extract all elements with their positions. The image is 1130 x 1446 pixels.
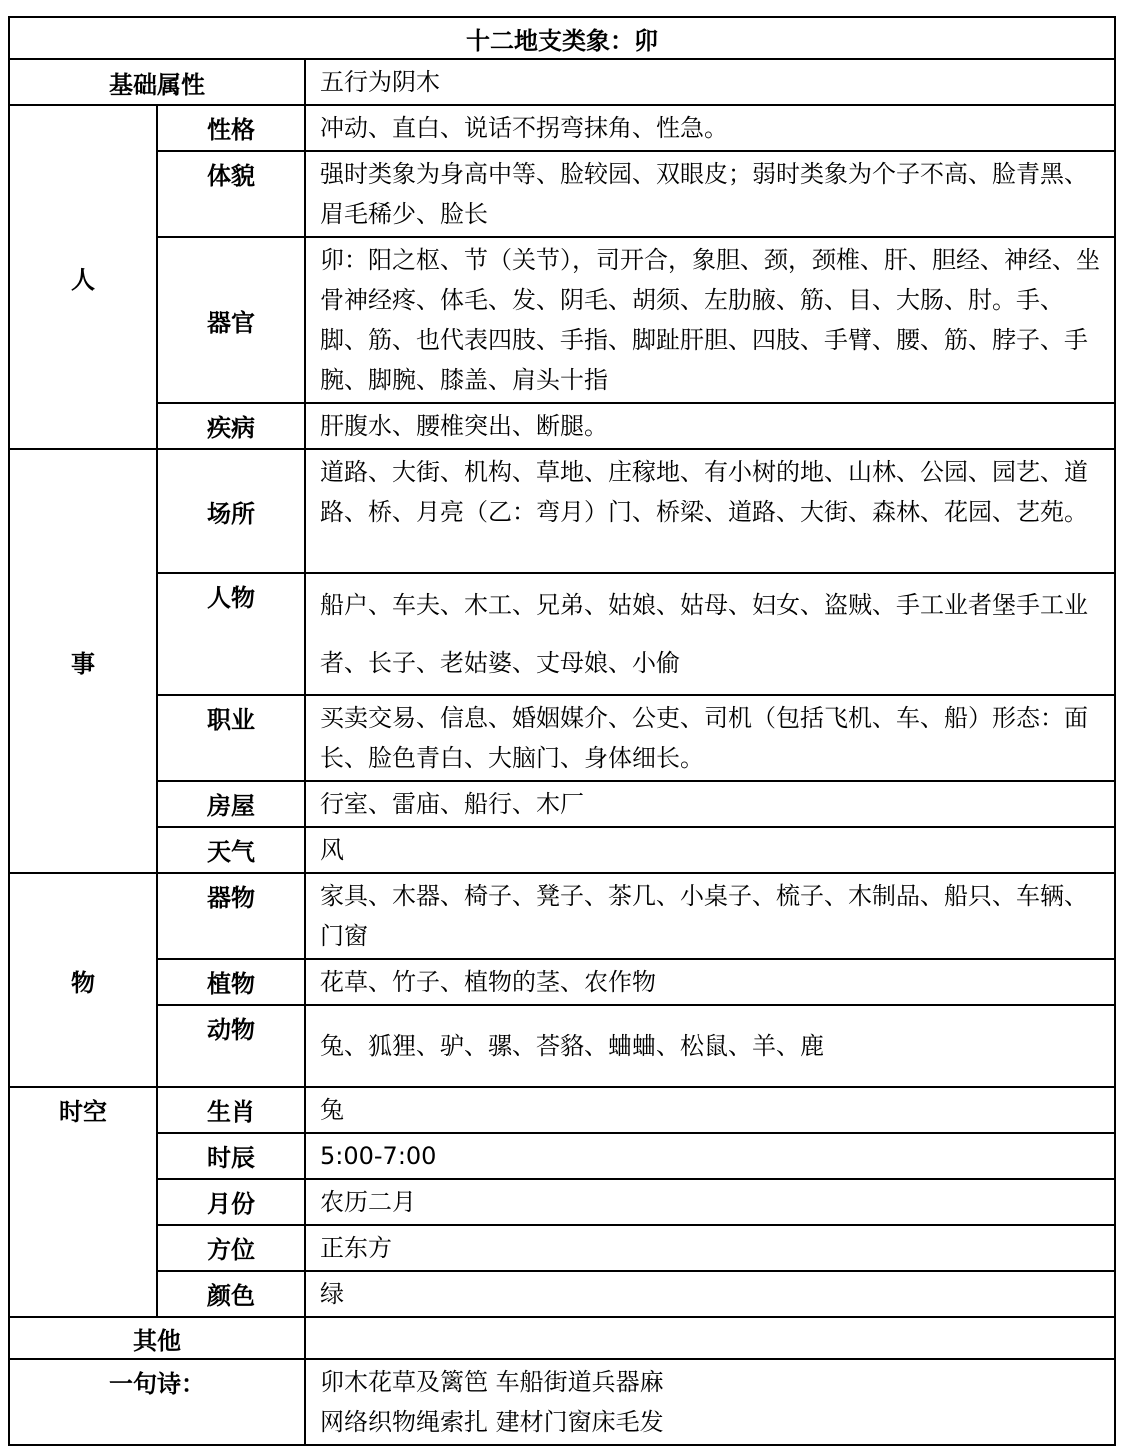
matter-label-4: 天气 xyxy=(157,827,305,873)
spacetime-label-1: 时辰 xyxy=(157,1133,305,1179)
person-label-3: 疾病 xyxy=(157,403,305,449)
person-value-0: 冲动、直白、说话不拐弯抹角、性急。 xyxy=(305,105,1115,151)
spacetime-value-2: 农历二月 xyxy=(305,1179,1115,1225)
group-matter: 事 xyxy=(9,449,157,873)
group-spacetime: 时空 xyxy=(9,1087,157,1317)
spacetime-value-1: 5:00-7:00 xyxy=(305,1133,1115,1179)
other-label: 其他 xyxy=(9,1317,305,1359)
object-label-2: 动物 xyxy=(157,1005,305,1087)
matter-value-1: 船户、车夫、木工、兄弟、姑娘、姑母、妇女、盗贼、手工业者堡手工业者、长子、老姑婆、丈母娘、小偷 xyxy=(305,573,1115,695)
spacetime-value-3: 正东方 xyxy=(305,1225,1115,1271)
table-title: 十二地支类象：卯 xyxy=(9,17,1115,59)
poem-line-1: 卯木花草及篱笆 车船街道兵器麻 xyxy=(320,1368,664,1396)
basic-label: 基础属性 xyxy=(9,59,305,105)
person-label-0: 性格 xyxy=(157,105,305,151)
matter-label-3: 房屋 xyxy=(157,781,305,827)
spacetime-label-3: 方位 xyxy=(157,1225,305,1271)
matter-label-1: 人物 xyxy=(157,573,305,695)
spacetime-label-4: 颜色 xyxy=(157,1271,305,1317)
spacetime-label-2: 月份 xyxy=(157,1179,305,1225)
matter-value-4: 风 xyxy=(305,827,1115,873)
poem-line-2: 网络织物绳索扎 建材门窗床毛发 xyxy=(320,1408,664,1436)
zhi-table xyxy=(8,16,1116,1446)
person-value-1: 强时类象为身高中等、脸较园、双眼皮；弱时类象为个子不高、脸青黑、眉毛稀少、脸长 xyxy=(305,151,1115,237)
matter-value-3: 行室、雷庙、船行、木厂 xyxy=(305,781,1115,827)
object-value-0: 家具、木器、椅子、凳子、茶几、小桌子、梳子、木制品、船只、车辆、门窗 xyxy=(305,873,1115,959)
matter-value-0: 道路、大街、机构、草地、庄稼地、有小树的地、山林、公园、园艺、道路、桥、月亮（乙：弯月）门、桥梁、道路、大街、森林、花园、艺苑。 xyxy=(305,449,1115,573)
poem-label: 一句诗： xyxy=(9,1359,305,1445)
group-object: 物 xyxy=(9,873,157,1087)
spacetime-label-0: 生肖 xyxy=(157,1087,305,1133)
person-label-1: 体貌 xyxy=(157,151,305,237)
other-value xyxy=(305,1317,1115,1359)
object-value-2: 兔、狐狸、驴、骡、荅貉、蛐蛐、松鼠、羊、鹿 xyxy=(305,1005,1115,1087)
object-label-1: 植物 xyxy=(157,959,305,1005)
person-label-2: 器官 xyxy=(157,237,305,403)
object-value-1: 花草、竹子、植物的茎、农作物 xyxy=(305,959,1115,1005)
matter-label-2: 职业 xyxy=(157,695,305,781)
person-value-3: 肝腹水、腰椎突出、断腿。 xyxy=(305,403,1115,449)
matter-value-2: 买卖交易、信息、婚姻媒介、公吏、司机（包括飞机、车、船）形态：面长、脸色青白、大脑门、身体细长。 xyxy=(305,695,1115,781)
object-label-0: 器物 xyxy=(157,873,305,959)
spacetime-value-4: 绿 xyxy=(305,1271,1115,1317)
person-value-2: 卯：阳之枢、节（关节），司开合，象胆、颈，颈椎、肝、胆经、神经、坐骨神经疼、体毛、发、阴毛、胡须、左肋腋、筋、目、大肠、肘。手、脚、筋、也代表四肢、手指、脚趾肝胆、四肢、手臂、腰、筋、脖子、手腕、脚腕、膝盖、肩头十指 xyxy=(305,237,1115,403)
poem-value xyxy=(305,1359,1115,1445)
basic-value: 五行为阴木 xyxy=(305,59,1115,105)
spacetime-value-0: 兔 xyxy=(305,1087,1115,1133)
group-person: 人 xyxy=(9,105,157,449)
matter-label-0: 场所 xyxy=(157,449,305,573)
